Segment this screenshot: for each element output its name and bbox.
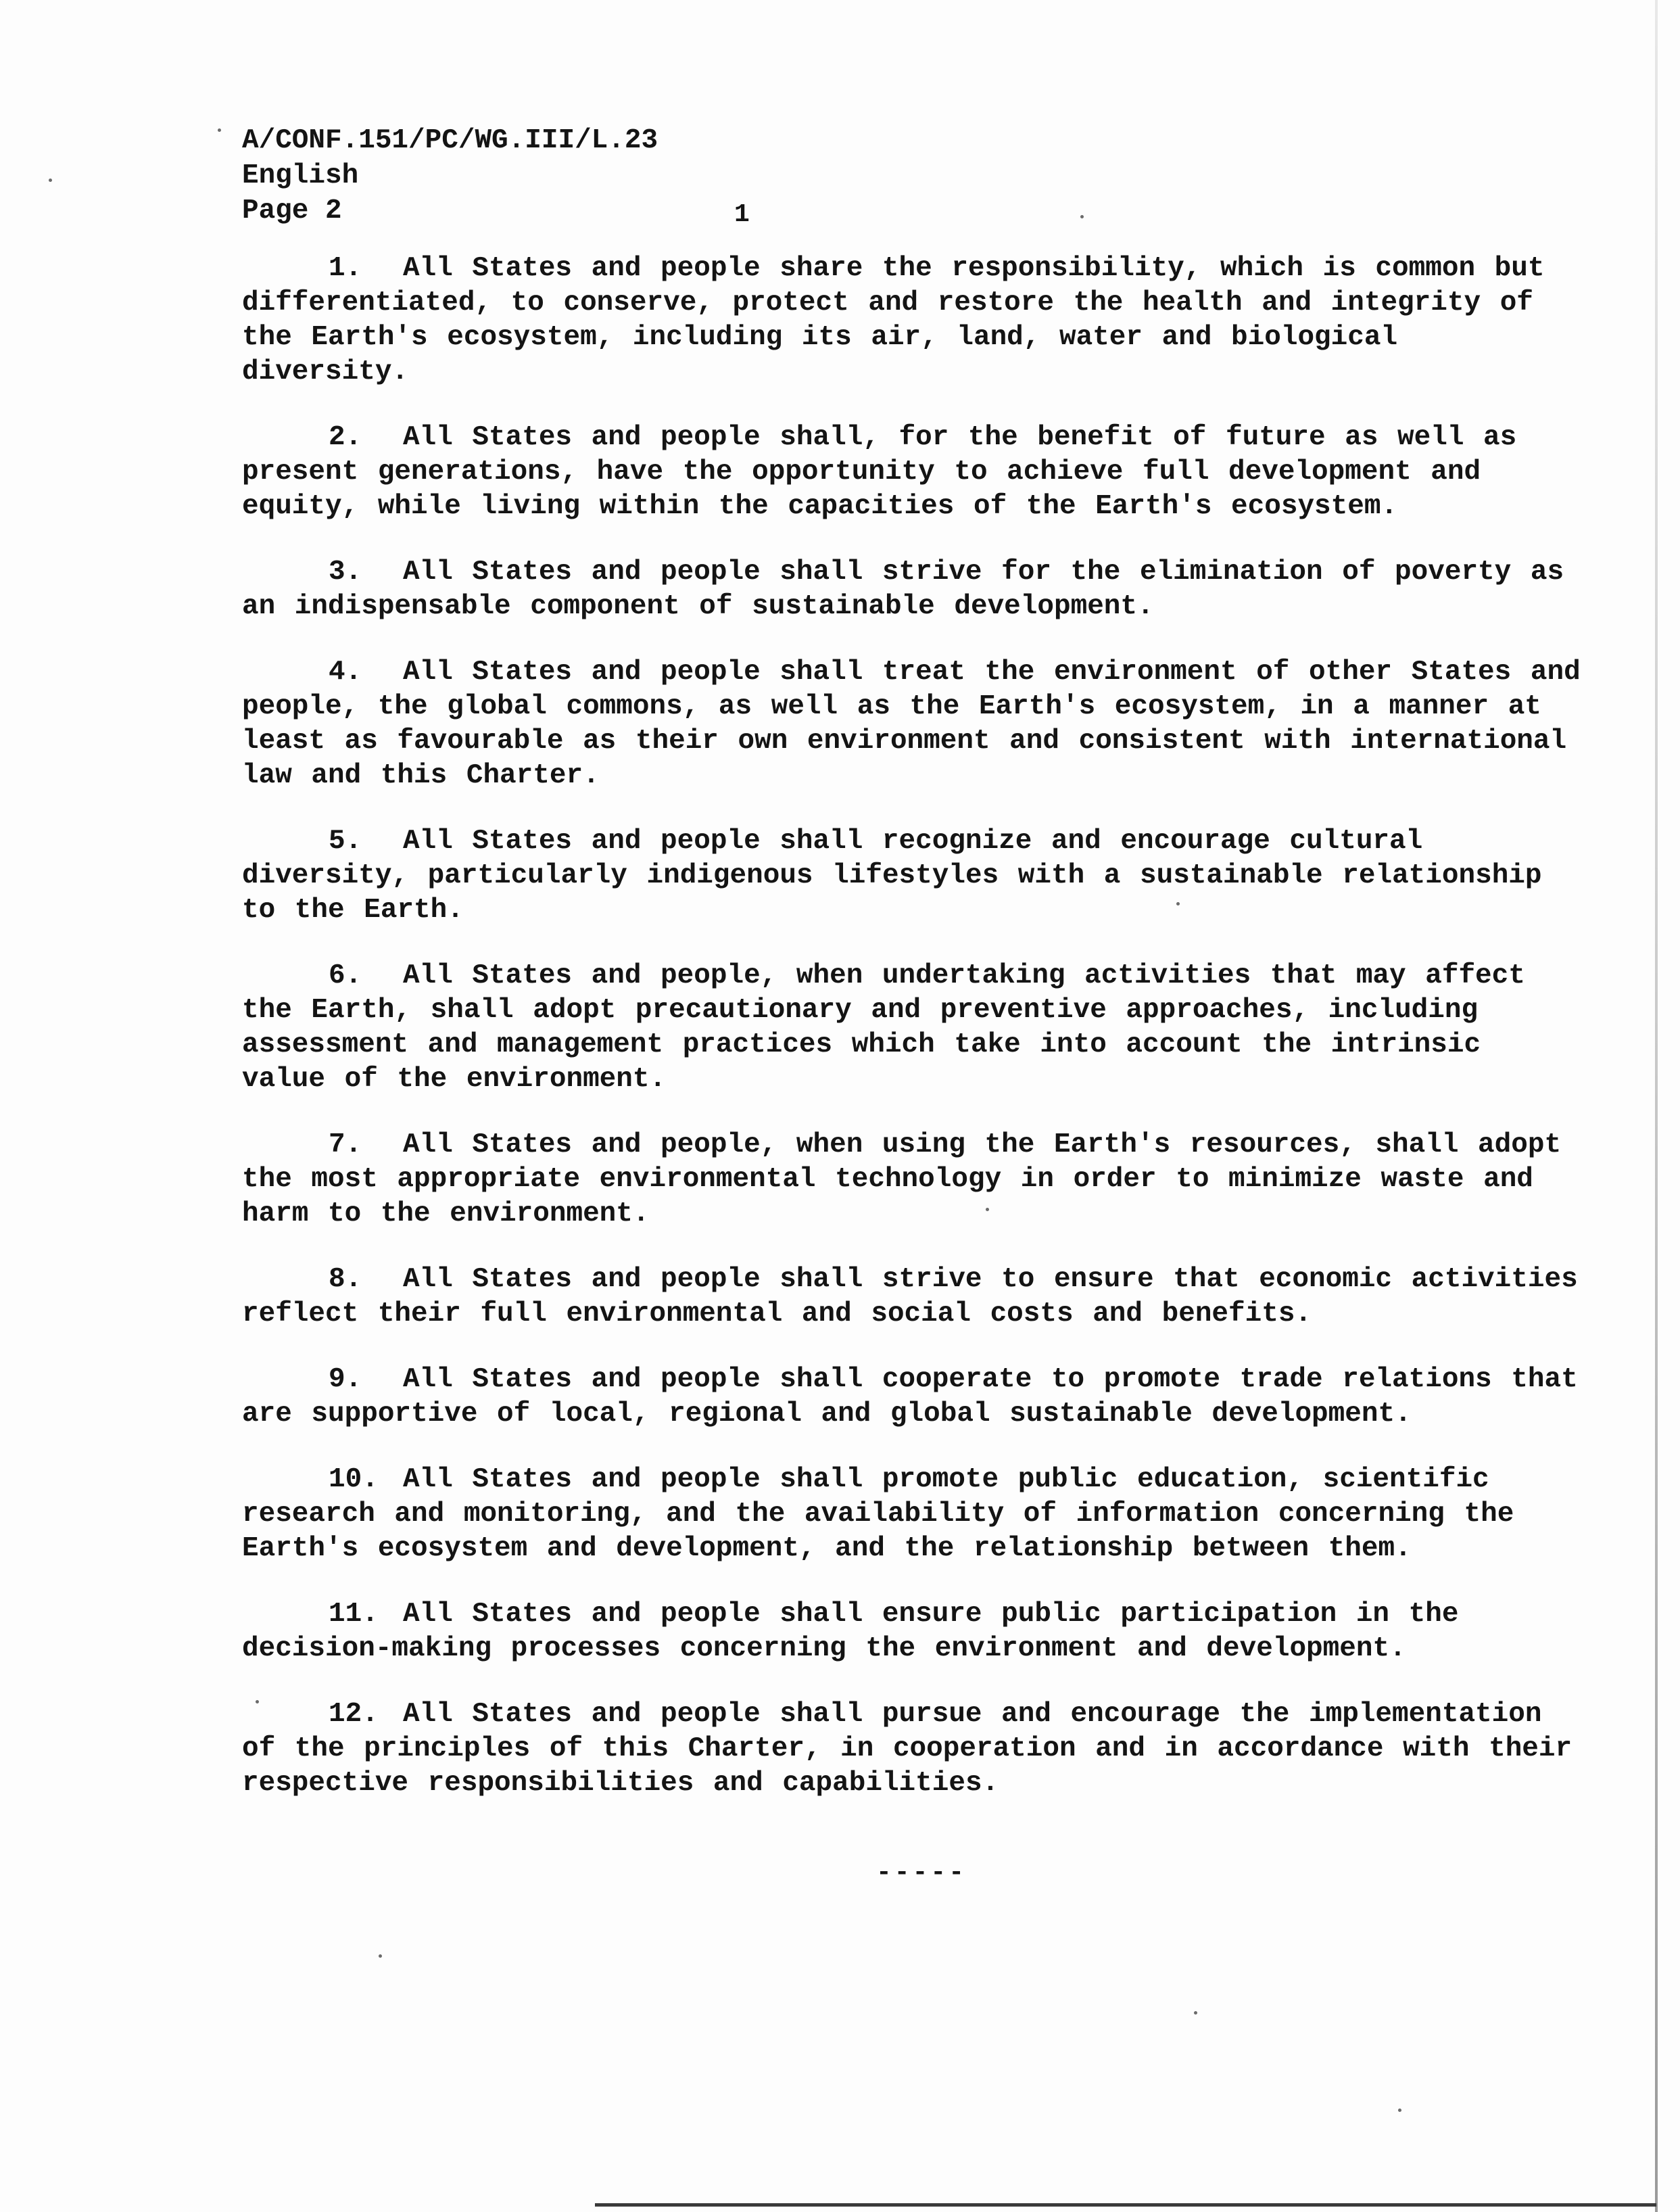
page-mark: 1 — [734, 200, 750, 229]
scan-speck — [218, 128, 221, 132]
scan-speck — [986, 1208, 989, 1211]
paragraph-number: 3. — [329, 557, 362, 588]
paragraph-4 — [242, 655, 1581, 793]
paragraph-text: All States and people shall ensure public participation in the decision-making processes concerning the environment and development. — [242, 1599, 1459, 1664]
scan-speck — [1080, 215, 1084, 218]
paragraph-3 — [242, 555, 1581, 624]
paragraph-text: All States and people shall cooperate to promote trade relations that are supportive of local, regional and global sustainable development. — [242, 1364, 1578, 1430]
paragraph-text: All States and people shall treat the environment of other States and people, the global commons, as well as the Earth's ecosystem, in a manner at least as favourable as their own environment and consistent with international law and this Charter. — [242, 657, 1581, 791]
paragraph-2 — [242, 421, 1581, 524]
paragraph-text: All States and people shall pursue and encourage the implementation of the principles of this Charter, in cooperation and in accordance with their respective responsibilities and capabilities. — [242, 1699, 1573, 1799]
scan-speck — [49, 179, 52, 182]
paragraph-11 — [242, 1597, 1581, 1666]
paragraph-number: 12. — [329, 1699, 379, 1730]
scan-speck — [256, 1700, 259, 1703]
paragraph-number: 4. — [329, 657, 362, 688]
paragraph-9 — [242, 1363, 1581, 1432]
paragraph-6 — [242, 959, 1581, 1097]
paragraph-list — [242, 252, 1581, 1832]
scan-speck — [1176, 902, 1180, 905]
paragraph-8 — [242, 1263, 1581, 1332]
paragraph-7 — [242, 1128, 1581, 1231]
paragraph-5 — [242, 824, 1581, 928]
paragraph-text: All States and people shall strive to ensure that economic activities reflect their full environmental and social costs and benefits. — [242, 1264, 1578, 1329]
paragraph-number: 9. — [329, 1364, 362, 1395]
scan-edge-bottom — [595, 2203, 1656, 2207]
paragraph-number: 2. — [329, 422, 362, 453]
paragraph-1 — [242, 252, 1581, 390]
paragraph-10 — [242, 1463, 1581, 1566]
document-symbol: A/CONF.151/PC/WG.III/L.23 — [242, 125, 658, 156]
scan-edge-right — [1655, 0, 1658, 2212]
paragraph-number: 1. — [329, 253, 362, 284]
paragraph-12 — [242, 1697, 1581, 1801]
paragraph-number: 11. — [329, 1599, 379, 1630]
paragraph-number: 5. — [329, 826, 362, 857]
scan-speck — [1194, 2011, 1197, 2015]
end-rule: ----- — [876, 1858, 967, 1887]
document-language: English — [242, 160, 359, 191]
paragraph-number: 6. — [329, 960, 362, 991]
page-number: Page 2 — [242, 195, 342, 227]
scan-speck — [379, 1954, 382, 1958]
paragraph-text: All States and people shall strive for the elimination of poverty as an indispensable component of sustainable development. — [242, 557, 1564, 622]
scan-speck — [1398, 2109, 1401, 2112]
document-header — [242, 123, 658, 229]
paragraph-text: All States and people shall recognize and encourage cultural diversity, particularly indigenous lifestyles with a sustainable relationship to the Earth. — [242, 826, 1542, 926]
paragraph-number: 8. — [329, 1264, 362, 1295]
paragraph-text: All States and people shall promote public education, scientific research and monitoring, and the availability of information concerning the Earth's ecosystem and development, and the relationship between them. — [242, 1464, 1514, 1564]
paragraph-text: All States and people share the responsibility, which is common but differentiated, to conserve, protect and restore the health and integrity of the Earth's ecosystem, including its air, land, water and biological diversity. — [242, 253, 1545, 387]
paragraph-number: 7. — [329, 1129, 362, 1160]
paragraph-text: All States and people, when undertaking activities that may affect the Earth, shall adopt precautionary and preventive approaches, including assessment and management practices which take into account the intrinsic value of the environment. — [242, 960, 1525, 1095]
paragraph-text: All States and people shall, for the benefit of future as well as present generations, have the opportunity to achieve full development and equity, while living within the capacities of the Earth's ecosystem. — [242, 422, 1517, 522]
paragraph-number: 10. — [329, 1464, 379, 1495]
paragraph-text: All States and people, when using the Earth's resources, shall adopt the most appropriate environmental technology in order to minimize waste and harm to the environment. — [242, 1129, 1562, 1229]
